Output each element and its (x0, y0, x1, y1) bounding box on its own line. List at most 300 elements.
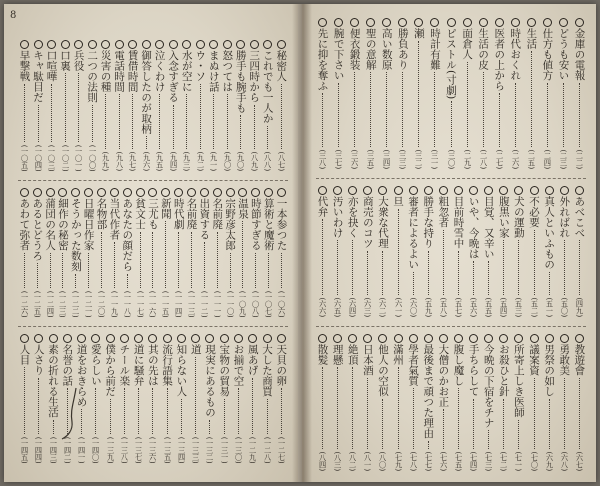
entry-title: 入念すぎる (167, 50, 180, 103)
dot-leader (62, 253, 63, 288)
dot-leader (124, 388, 125, 434)
entry-page-number: (九七) (128, 151, 137, 172)
circle-bullet-icon (514, 334, 523, 343)
entry-title: チール楽 (118, 344, 131, 386)
entry-title: 日曜日作家 (82, 198, 95, 251)
circle-bullet-icon (163, 334, 172, 343)
circle-bullet-icon (251, 188, 260, 197)
toc-entry (134, 188, 147, 318)
dot-leader (50, 253, 51, 288)
dot-leader (579, 378, 580, 450)
entry-page-number: (一一〇) (225, 290, 235, 318)
circle-bullet-icon (209, 40, 218, 49)
page-number: 8 (10, 10, 17, 21)
book-gutter (292, 4, 312, 482)
dot-leader (281, 253, 282, 288)
dot-leader (467, 62, 468, 148)
dot-leader (53, 420, 54, 434)
dot-leader (267, 399, 268, 434)
dot-leader (95, 388, 96, 434)
dot-leader (195, 357, 196, 434)
entry-title: 算術と魔術 (262, 198, 275, 251)
toc-entry (175, 334, 188, 464)
entry-title: 代弁 (316, 196, 329, 217)
entry-page-number: (三四) (382, 149, 392, 170)
circle-bullet-icon (454, 334, 463, 343)
toc-entry (159, 188, 172, 318)
dot-leader (127, 274, 128, 288)
dot-leader (105, 94, 106, 149)
dot-leader (173, 105, 174, 150)
toc-entry (18, 334, 31, 464)
dot-leader (488, 430, 489, 449)
toc-entry (207, 40, 220, 172)
dot-leader (337, 367, 338, 449)
toc-entry (113, 40, 126, 172)
entry-page-number: (五七) (454, 297, 463, 318)
entry-page-number: (一四一) (77, 436, 86, 464)
entry-page-number: (一二七) (277, 436, 286, 464)
entry-page-number: (八二) (348, 451, 357, 472)
dot-leader (382, 251, 383, 296)
entry-title: 三尤も (146, 198, 159, 230)
entry-title: あべこべ (573, 196, 586, 238)
toc-band-upper (18, 40, 288, 172)
entry-title: 怒つては (221, 50, 234, 92)
circle-bullet-icon (263, 40, 272, 49)
entry-title: 時代劇 (172, 198, 185, 230)
dot-leader (564, 378, 565, 450)
entry-page-number: (一三七) (134, 436, 143, 464)
entry-title: まぬけ話 (207, 50, 220, 92)
toc-entry (348, 18, 361, 170)
entry-title: 大衆な代理 (376, 196, 389, 249)
circle-bullet-icon (20, 334, 29, 343)
entry-title: 商売のコツ (361, 196, 374, 249)
circle-bullet-icon (264, 188, 273, 197)
toc-entry (86, 40, 99, 172)
dot-leader (503, 399, 504, 450)
circle-bullet-icon (333, 334, 342, 343)
dot-leader (119, 94, 120, 149)
toc-band-upper (316, 18, 586, 170)
circle-bullet-icon (120, 334, 129, 343)
entry-page-number: (二八) (478, 149, 488, 170)
circle-bullet-icon (110, 188, 119, 197)
entry-page-number: (一〇九) (238, 290, 248, 318)
dot-leader (338, 83, 339, 148)
entry-page-number: (六六) (318, 297, 327, 318)
circle-bullet-icon (191, 334, 200, 343)
entry-page-number: (一〇七) (264, 290, 273, 318)
entry-page-number: (三一) (430, 149, 440, 170)
entry-title: ウ・ソ (194, 50, 207, 82)
entry-title: 腹黒い家 (497, 196, 510, 238)
dot-leader (101, 232, 102, 288)
toc-entry (316, 18, 329, 170)
entry-page-number: (一三四) (177, 436, 186, 464)
entry-page-number: (一一五) (161, 290, 171, 318)
dot-leader (458, 251, 459, 296)
toc-entry (525, 18, 538, 170)
toc-entry (31, 188, 44, 318)
entry-page-number: (一〇六) (277, 290, 286, 318)
entry-page-number: (一二二) (71, 290, 81, 318)
entry-page-number: (二五) (527, 149, 536, 170)
entry-title: 生活の皮 (477, 28, 490, 70)
entry-title: キャ駄目だ (32, 50, 45, 103)
toc-entry (261, 40, 274, 172)
circle-bullet-icon (378, 186, 387, 195)
toc-entry (512, 334, 525, 472)
entry-title: お揃で空 (232, 344, 245, 386)
circle-bullet-icon (424, 334, 433, 343)
circle-bullet-icon (234, 334, 243, 343)
dot-leader (132, 94, 133, 149)
entry-title: 天貝の卵 (275, 344, 288, 386)
entry-page-number: (一一九) (110, 290, 119, 318)
circle-bullet-icon (134, 334, 143, 343)
circle-bullet-icon (46, 188, 55, 197)
toc-entry (346, 186, 359, 318)
entry-title: 賃借時間 (126, 50, 139, 92)
circle-bullet-icon (530, 186, 539, 195)
entry-title: 理懸 (331, 344, 344, 365)
entry-title: 人さり (32, 344, 45, 376)
circle-bullet-icon (58, 188, 67, 197)
dot-leader (402, 72, 403, 147)
entry-page-number: (五〇) (559, 297, 569, 318)
toc-entry (89, 334, 102, 464)
entry-title: 勝負あり (396, 28, 409, 70)
dot-leader (473, 261, 474, 295)
entry-page-number: (三二) (414, 149, 424, 170)
entry-title: 宝物の貿易 (218, 344, 231, 397)
circle-bullet-icon (334, 18, 343, 27)
entry-page-number: (一三五) (162, 436, 172, 464)
circle-bullet-icon (263, 334, 272, 343)
circle-bullet-icon (220, 334, 229, 343)
dot-leader (413, 272, 414, 296)
entry-title: 水が空に (180, 50, 193, 92)
circle-bullet-icon (318, 334, 327, 343)
toc-entry (437, 186, 450, 318)
dot-leader (224, 399, 225, 434)
dot-leader (217, 232, 218, 288)
dot-leader (38, 105, 39, 142)
toc-entry (275, 40, 288, 172)
entry-page-number: (九九) (101, 151, 110, 172)
dot-leader (398, 209, 399, 296)
toc-entry (121, 188, 134, 318)
dot-leader (24, 367, 25, 434)
toc-entry (203, 334, 216, 464)
circle-bullet-icon (238, 188, 247, 197)
entry-title: 御答したのが取柄 (140, 50, 153, 134)
circle-bullet-icon (447, 18, 456, 27)
dot-leader (191, 232, 192, 288)
circle-bullet-icon (97, 188, 106, 197)
toc-entry (493, 18, 506, 170)
toc-entry (392, 334, 405, 472)
dot-leader (322, 219, 323, 295)
dot-leader (37, 263, 38, 288)
circle-bullet-icon (277, 188, 286, 197)
entry-page-number: (一三〇) (234, 436, 243, 464)
toc-entry (237, 188, 250, 318)
toc-entry (72, 40, 85, 172)
entry-page-number: (一三三) (191, 436, 200, 464)
entry-title: 腕で下さい (332, 28, 345, 81)
dot-leader (186, 94, 187, 149)
entry-page-number: (七一) (514, 451, 524, 472)
entry-title: 大僧のかお正 (437, 344, 450, 407)
entry-page-number: (一一三) (187, 290, 196, 318)
band-divider (316, 326, 586, 327)
entry-title: 僕から前だ (104, 344, 117, 397)
toc-entry (44, 188, 57, 318)
toc-entry (262, 188, 275, 318)
dot-leader (51, 84, 52, 142)
entry-title: 犬の運動 (512, 196, 525, 238)
toc-band-middle (316, 186, 586, 318)
dot-leader (579, 83, 580, 148)
circle-bullet-icon (575, 186, 584, 195)
circle-bullet-icon (439, 186, 448, 195)
toc-entry (573, 186, 586, 318)
dot-leader (563, 83, 564, 148)
circle-bullet-icon (511, 18, 520, 27)
entry-page-number: (五一) (544, 297, 554, 318)
circle-bullet-icon (479, 18, 488, 27)
toc-entry (361, 334, 374, 472)
entry-page-number: (一三八) (120, 436, 129, 464)
entry-page-number: (三五) (366, 149, 375, 170)
entry-page-number: (九〇) (236, 151, 246, 172)
entry-page-number: (九一) (209, 151, 218, 172)
entry-title: 新聞 (159, 198, 172, 219)
dot-leader (483, 72, 484, 147)
circle-bullet-icon (363, 334, 372, 343)
toc-entry (346, 334, 359, 472)
band-divider (316, 178, 586, 179)
dot-leader (92, 105, 93, 142)
toc-entry (161, 334, 174, 464)
entry-title: 兵役 (72, 50, 85, 71)
dot-leader (242, 221, 243, 288)
toc-entry (146, 334, 159, 464)
entry-title: 災害の種 (99, 50, 112, 92)
circle-bullet-icon (61, 40, 70, 49)
entry-page-number: (一四四) (34, 436, 44, 464)
toc-entry (248, 40, 261, 172)
toc-entry (331, 334, 344, 472)
circle-bullet-icon (530, 334, 539, 343)
circle-bullet-icon (47, 40, 56, 49)
dot-leader (238, 388, 239, 434)
dot-leader (443, 409, 444, 449)
circle-bullet-icon (34, 334, 43, 343)
circle-bullet-icon (142, 40, 151, 49)
right-page (302, 4, 596, 482)
entry-page-number: (九〇) (222, 151, 232, 172)
entry-title: 細作の秘密 (56, 198, 69, 251)
circle-bullet-icon (463, 18, 472, 27)
toc-entry (211, 188, 224, 318)
toc-entry (147, 188, 160, 318)
entry-page-number: (四九) (575, 297, 584, 318)
entry-page-number: (二九) (462, 149, 472, 170)
dot-leader (499, 93, 500, 147)
entry-page-number: (一一六) (148, 290, 158, 318)
circle-bullet-icon (148, 188, 157, 197)
dot-leader (75, 274, 76, 288)
entry-title: 聖の意解 (364, 28, 377, 70)
entry-page-number: (五三) (514, 297, 524, 318)
entry-page-number: (一〇〇) (87, 144, 97, 172)
toc-entry (104, 334, 117, 464)
dot-leader (531, 51, 532, 147)
dot-leader (367, 378, 368, 450)
toc-entry (396, 18, 409, 170)
circle-bullet-icon (382, 18, 391, 27)
toc-entry (275, 334, 288, 464)
entry-title: 面倉人 (461, 28, 474, 60)
circle-bullet-icon (33, 188, 42, 197)
entry-page-number: (一二一) (84, 290, 93, 318)
book-spread (4, 4, 596, 482)
circle-bullet-icon (545, 186, 554, 195)
dot-leader (165, 221, 166, 288)
entry-title: 現実にあるもの (203, 344, 216, 418)
entry-title: 腹し魔し (452, 344, 465, 386)
toc-entry (467, 334, 480, 472)
entry-page-number: (一三六) (148, 436, 158, 464)
entry-title: 金庫の電報 (573, 28, 586, 81)
dot-leader (146, 136, 147, 149)
entry-title: 粗忽者 (437, 196, 450, 228)
dot-leader (227, 94, 228, 149)
circle-bullet-icon (77, 334, 86, 343)
entry-page-number: (六二) (378, 297, 388, 318)
toc-entry (167, 40, 180, 172)
left-page (4, 4, 298, 482)
entry-title: 風あげ (246, 344, 259, 376)
band-divider (18, 180, 288, 181)
entry-title: 時計有難 (428, 28, 441, 70)
circle-bullet-icon (226, 188, 235, 197)
entry-title: 其の先は (146, 344, 159, 386)
toc-entry (218, 334, 231, 464)
entry-title: これでも一人か (261, 50, 274, 124)
entry-title: どうも安い (557, 28, 570, 81)
dot-leader (382, 399, 383, 450)
entry-title: 日本酒 (361, 344, 374, 376)
entry-page-number: (八九) (249, 151, 259, 172)
circle-bullet-icon (106, 334, 115, 343)
entry-page-number: (一二三) (58, 290, 68, 318)
dot-leader (140, 232, 141, 288)
entry-page-number: (七〇) (529, 451, 539, 472)
dot-leader (518, 240, 519, 295)
entry-page-number: (七九) (393, 451, 403, 472)
dot-leader (534, 378, 535, 450)
toc-entry (407, 334, 420, 472)
dot-leader (65, 73, 66, 142)
circle-bullet-icon (182, 40, 191, 49)
dot-leader (451, 101, 452, 147)
dot-leader (352, 367, 353, 449)
entry-title: 宗野彦太郎 (224, 198, 237, 251)
dot-leader (268, 253, 269, 288)
entry-title: 知らない人 (175, 344, 188, 397)
toc-entry (59, 40, 72, 172)
dot-leader (579, 240, 580, 295)
toc-entry (461, 18, 474, 170)
toc-entry (509, 18, 522, 170)
entry-page-number: (一三九) (105, 436, 115, 464)
entry-title: 審者によるよい (407, 196, 420, 270)
circle-bullet-icon (484, 334, 493, 343)
entry-page-number: (一四五) (20, 436, 29, 464)
circle-bullet-icon (161, 188, 170, 197)
entry-page-number: (五八) (439, 297, 448, 318)
dot-leader (24, 253, 25, 288)
circle-bullet-icon (495, 18, 504, 27)
entry-title: 口裏 (59, 50, 72, 71)
entry-title: いや、今晩は (467, 196, 480, 259)
toc-entry (380, 18, 393, 170)
circle-bullet-icon (439, 334, 448, 343)
entry-title: そうかった数刻 (69, 198, 82, 272)
entry-page-number: (九六) (141, 151, 151, 172)
entry-page-number: (一二〇) (97, 290, 106, 318)
entry-title: 時代おくれ (509, 28, 522, 81)
dot-leader (267, 126, 268, 150)
toc-entry (412, 18, 425, 170)
toc-entry (422, 186, 435, 318)
entry-title: 医者の上から (493, 28, 506, 91)
dot-leader (152, 232, 153, 288)
entry-page-number: (三三) (398, 149, 408, 170)
entry-title: 旦 (392, 196, 405, 207)
dot-leader (434, 72, 435, 147)
dot-leader (418, 41, 419, 148)
dot-leader (213, 94, 214, 149)
toc-entry (573, 334, 586, 472)
dot-leader (254, 105, 255, 150)
circle-bullet-icon (545, 334, 554, 343)
toc-entry (422, 334, 435, 472)
toc-entry (467, 186, 480, 318)
toc-entry (275, 188, 288, 318)
entry-page-number: (九三) (182, 151, 191, 172)
entry-page-number: (一一二) (200, 290, 209, 318)
entry-title: 亦を抉く (346, 196, 359, 238)
dot-leader (252, 378, 253, 434)
entry-page-number: (一一七) (135, 290, 145, 318)
toc-entry (126, 40, 139, 172)
dot-leader (255, 253, 256, 288)
dot-leader (159, 94, 160, 149)
dot-leader (230, 253, 231, 288)
entry-page-number: (一二八) (262, 436, 272, 464)
entry-title: 一本参つた (275, 198, 288, 251)
entry-title: 目覚、又辛い (482, 196, 495, 259)
toc-entry (331, 186, 344, 318)
entry-page-number: (六五) (333, 297, 342, 318)
circle-bullet-icon (91, 334, 100, 343)
